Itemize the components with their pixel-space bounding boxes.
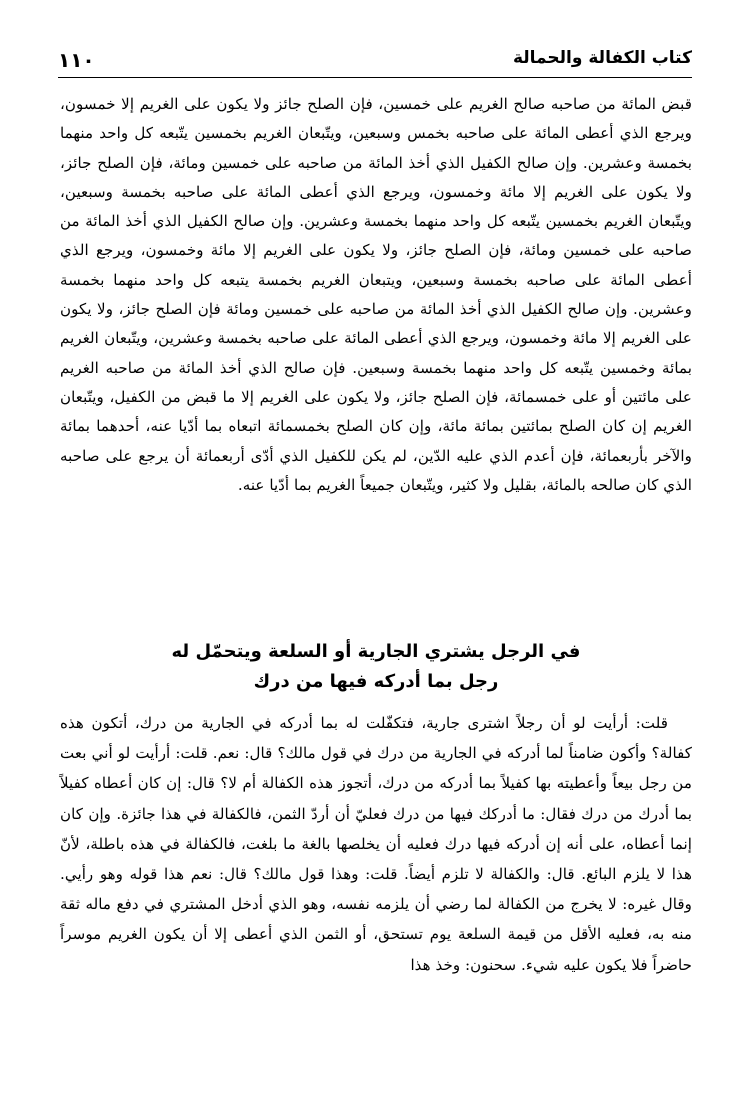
section-heading-line-2: رجل بما أدركه فيها من درك xyxy=(253,671,499,692)
section-heading xyxy=(60,637,692,697)
page-number: ١١٠ xyxy=(58,48,95,72)
running-title: كتاب الكفالة والحمالة xyxy=(512,48,692,68)
body-paragraph: قبض المائة من صاحبه صالح الغريم على خمسين، فإن الصلح جائز ولا يكون على الغريم إلا خمسون، ويرجع الذي أعطى المائة على صاحبه بخمس وسبعين، ويتّبعان الغريم بخمسين يتّبعه كل واحد منهما بخمسة وعشرين. وإن صالح الكفيل الذي أخذ المائة من صاحبه على خمسين ومائة، فإن الصلح جائز، ولا يكون على الغريم إلا مائة وخمسون، ويرجع الذي أعطى المائة على صاحبه بخمسة وسبعين، ويتّبعان الغريم بخمسين يتّبعه كل واحد منهما بخمسة وعشرين. وإن صالح الكفيل الذي أخذ المائة من صاحبه على خمسين ومائة، فإن الصلح جائز، ولا يكون على الغريم إلا مائة وخمسون، ويرجع الذي أعطى المائة على صاحبه بخمسة وسبعين، ويتبعان الغريم بخمسة يتبعه كل واحد منهما بخمسة وعشرين. وإن صالح الكفيل الذي أخذ المائة من صاحبه على خمسين ومائة فإن الصلح جائز، ولا يكون على الغريم إلا مائة وخمسون، ويرجع الذي أعطى المائة على صاحبه بخمسة وعشرين، ويتّبعان الغريم بمائة وخمسين يتّبعه كل واحد منهما بخمسة وسبعين. فإن صالح الذي أخذ المائة من صاحبه الغريم على مائتين أو على خمسمائة، فإن الصلح جائز، ولا يكون على الغريم إلا ما قبض من الكفيل، ويتّبعان الغريم إن كان الصلح بمائتين بمائة مائة، وإن كان الصلح بخمسمائة اتبعاه بما أدّيا عنه، أحدهما بمائة والآخر بأربعمائة، فإن أعدم الذي عليه الدّين، لم يكن للكفيل الذي أدّى أربعمائة أن يرجع على صاحبه الذي كان صالحه بالمائة، بقليل ولا كثير، ويتّبعان جميعاً الغريم بما أدّيا عنه. xyxy=(60,95,692,494)
body-text xyxy=(60,90,692,500)
page-header xyxy=(58,40,692,78)
header-rule xyxy=(58,77,692,78)
section-heading-line-1: في الرجل يشتري الجارية أو السلعة ويتحمّل له xyxy=(171,641,581,662)
section-paragraph: قلت: أرأيت لو أن رجلاً اشترى جارية، فتكفّلت له بما أدركه في الجارية من درك، أتكون هذه كفالة؟ وأكون ضامناً لما أدركه في الجارية من درك في قول مالك؟ قال: نعم. قلت: أرأيت لو أني بعت من رجل بيعاً وأعطيته بها كفيلاً بما أدركه من درك، أتجوز هذه الكفالة أم لا؟ قال: إن كان أعطاه كفيلاً بما أدرك من درك فقال: ما أدركك فيها من درك فعليّ أن أردّ الثمن، فالكفالة في هذا جائزة. وإن كان إنما أعطاه، على أنه إن أدركه فيها درك فعليه أن يخلصها بالغة ما بلغت، فالكفالة في هذه باطلة، لأنّ هذا لا يلزم البائع. قال: والكفالة لا تلزم أيضاً. قلت: وهذا قول مالك؟ قال: نعم هذا قوله وهو رأيي. وقال غيره: لا يخرج من الكفالة لما رضي أن يلزمه نفسه، وهو الذي أدخل المشتري في دفع ماله ثقة منه به، فعليه الأقل من قيمة السلعة يوم تستحق، أو الثمن الذي أعطى إلا أن يكون الغريم موسراً حاضراً فلا يكون عليه شيء. سحنون: وخذ هذا xyxy=(60,714,692,974)
section-body xyxy=(60,708,692,980)
